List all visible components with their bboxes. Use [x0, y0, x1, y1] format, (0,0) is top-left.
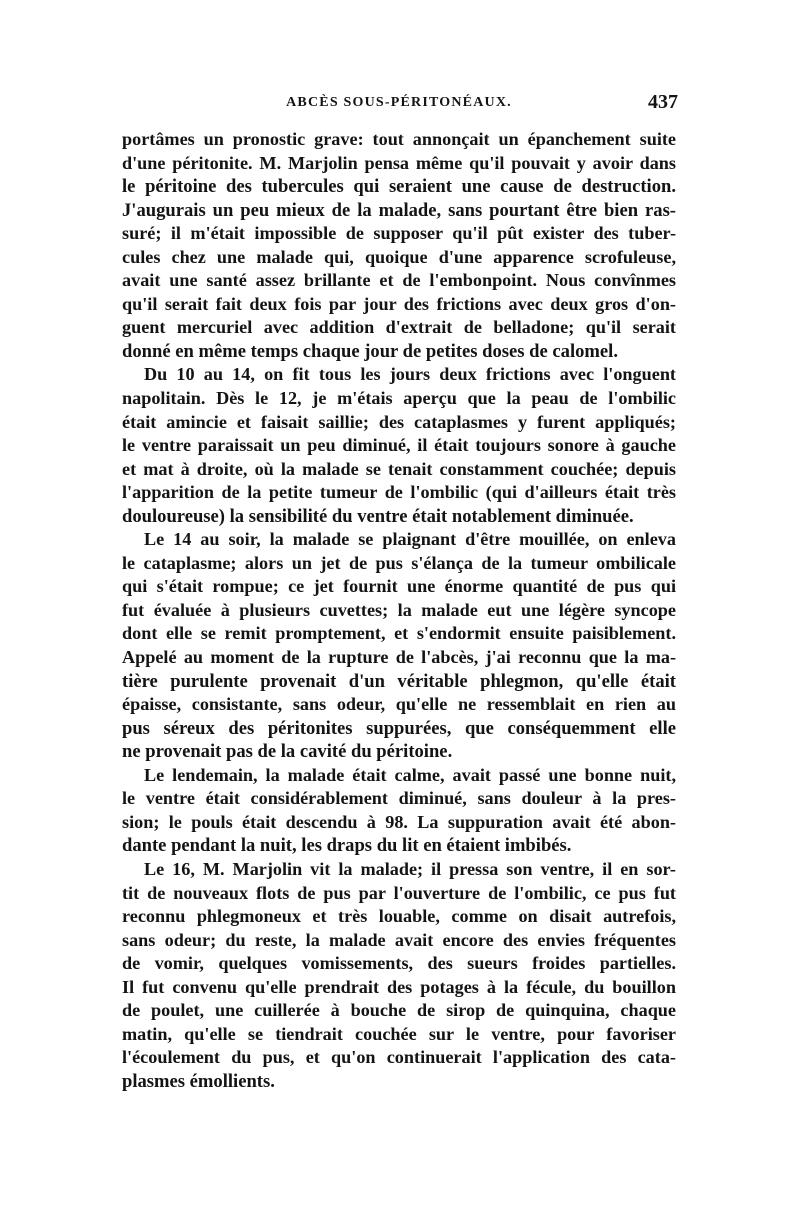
text-line: ne provenait pas de la cavité du péritoine. [122, 741, 453, 763]
running-head [120, 91, 678, 117]
text-line: le ventre paraissait un peu diminué, il était toujours sonore à gauche [122, 435, 676, 456]
text-line: suré; il m'était impossible de supposer qu'il pût exister des tuber- [122, 223, 676, 244]
text-line: épaisse, consistante, sans odeur, qu'elle ne ressemblait en rien au [122, 694, 676, 715]
text-body [122, 128, 676, 1093]
text-line: guent mercuriel avec addition d'extrait de belladone; qu'il serait [122, 317, 676, 338]
text-line: le péritoine des tubercules qui seraient une cause de destruction. [122, 176, 676, 198]
text-line: donné en même temps chaque jour de petites doses de calomel. [122, 340, 618, 362]
text-line: d'une péritonite. M. Marjolin pensa même qu'il pouvait y avoir dans [122, 152, 676, 173]
text-line: le ventre était considérablement diminué, sans douleur à la pres- [122, 788, 676, 809]
text-line: Le lendemain, la malade était calme, avait passé une bonne nuit, [144, 764, 676, 785]
text-line: pus séreux des péritonites suppurées, que conséquemment elle [122, 717, 676, 739]
text-line: tit de nouveaux flots de pus par l'ouverture de l'ombilic, ce pus fut [122, 882, 676, 903]
page-number: 437 [648, 91, 678, 113]
text-line: Le 14 au soir, la malade se plaignant d'être mouillée, on enleva [144, 529, 676, 550]
text-line: et mat à droite, où la malade se tenait constamment couchée; depuis [122, 458, 676, 479]
text-line: qu'il serait fait deux fois par jour des frictions avec deux gros d'on- [122, 293, 676, 314]
text-line: matin, qu'elle se tiendrait couchée sur le ventre, pour favoriser [122, 1023, 676, 1044]
text-line: le cataplasme; alors un jet de pus s'élança de la tumeur ombilicale [122, 552, 676, 573]
text-line: sans odeur; du reste, la malade avait encore des envies fréquentes [122, 929, 676, 950]
text-line: dante pendant la nuit, les draps du lit en étaient imbibés. [122, 835, 572, 857]
text-line: Appelé au moment de la rupture de l'abcès, j'ai reconnu que la ma- [122, 647, 676, 668]
text-line: J'augurais un peu mieux de la malade, sans pourtant être bien ras- [122, 199, 676, 221]
text-line: dont elle se remit promptement, et s'endormit ensuite paisiblement. [122, 623, 676, 644]
text-line: avait une santé assez brillante et de l'embonpoint. Nous convînmes [122, 270, 676, 291]
text-line: cules chez une malade qui, quoique d'une apparence scrofuleuse, [122, 246, 676, 267]
text-line: était amincie et faisait saillie; des cataplasmes y furent appliqués; [122, 411, 676, 432]
text-line: Du 10 au 14, on fit tous les jours deux frictions avec l'onguent [144, 364, 676, 385]
text-line: napolitain. Dès le 12, je m'étais aperçu que la peau de l'ombilic [122, 388, 676, 409]
text-line: portâmes un pronostic grave: tout annonçait un épanchement suite [122, 129, 676, 149]
text-line: Il fut convenu qu'elle prendrait des potages à la fécule, du bouillon [122, 976, 676, 997]
text-line: de vomir, quelques vomissements, des sueurs froides partielles. [122, 953, 676, 974]
text-line: fut évaluée à plusieurs cuvettes; la malade eut une légère syncope [122, 599, 676, 620]
text-line: l'écoulement du pus, et qu'on continuerait l'application des cata- [122, 1047, 676, 1068]
text-line: reconnu phlegmoneux et très louable, comme on disait autrefois, [122, 906, 676, 927]
text-line: douloureuse) la sensibilité du ventre était notablement diminuée. [122, 505, 634, 527]
text-line: Le 16, M. Marjolin vit la malade; il pressa son ventre, il en sor- [144, 858, 676, 879]
text-line: sion; le pouls était descendu à 98. La suppuration avait été abon- [122, 811, 676, 832]
text-line: plasmes émollients. [122, 1070, 275, 1092]
text-line: l'apparition de la petite tumeur de l'ombilic (qui d'ailleurs était très [122, 482, 676, 503]
running-title: ABCÈS SOUS-PÉRITONÉAUX. [286, 95, 512, 110]
text-line: de poulet, une cuillerée à bouche de sirop de quinquina, chaque [122, 1000, 676, 1021]
text-line: tière purulente provenait d'un véritable phlegmon, qu'elle était [122, 670, 676, 692]
text-line: qui s'était rompue; ce jet fournit une énorme quantité de pus qui [122, 576, 676, 597]
